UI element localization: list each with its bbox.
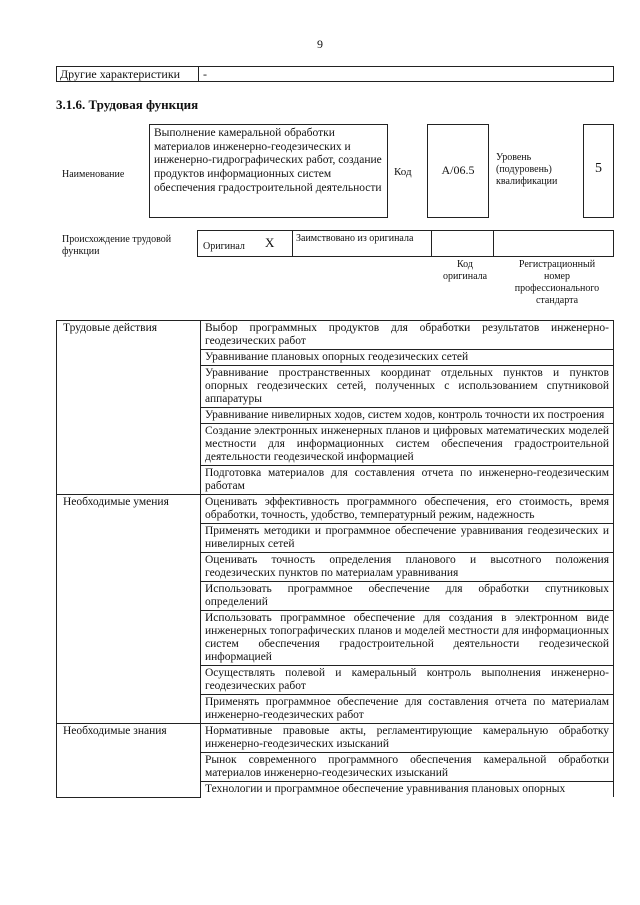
table-cell: Применять методики и программное обеспечение уравнивания геодезических и нивелирных сетей [201,524,614,553]
table-cell: Подготовка материалов для составления отчета по инженерно-геодезическим работам [201,466,614,495]
page-number: 9 [317,37,323,51]
other-characteristics-value: - [203,67,207,81]
origin-label: Происхождение трудовой функции [62,234,172,257]
table-cell: Нормативные правовые акты, регламентирующие камеральную обработку инженерно-геодезических изысканий [201,724,614,753]
function-name-value: Выполнение камеральной обработки материалов инженерно-геодезических и инженерно-гидрографических работ, создание продуктов информационных систем обеспечения градостроительной деятельности [154,127,382,194]
table-row [57,321,614,350]
table-cell: Уравнивание нивелирных ходов, систем ходов, контроль точности их построения [201,408,614,424]
origin-divider-1 [292,230,293,257]
name-label: Наименование [62,169,125,180]
code-label: Код [394,166,412,178]
table-cell: Рынок современного программного обеспечения камеральной обработки материалов инженерно-геодезических изысканий [201,753,614,782]
table-cell: Технологии и программное обеспечение уравнивания плановых опорных [201,782,614,798]
origin-divider-2 [431,230,432,257]
other-characteristics-divider [198,66,199,82]
borrowed-label: Заимствовано из оригинала [296,233,414,244]
table-cell: Оценивать эффективность программного обеспечения, его стоимость, время обработки, точность, удобство, температурный режим, надежность [201,495,614,524]
table-cell: Оценивать точность определения планового и высотного положения геодезических пунктов по материалам уравнивания [201,553,614,582]
table-row [57,495,614,524]
category-cell: Необходимые знания [57,724,201,798]
table-cell: Использовать программное обеспечение для создания в электронном виде инженерных топографических планов и моделей местности для информационных систем обеспечения градостроительной деятельности геодезической информацией [201,611,614,666]
other-characteristics-label: Другие характеристики [60,67,181,81]
code-value: А/06.5 [441,163,475,177]
code-original-caption: Код оригинала [442,259,488,282]
table-cell: Создание электронных инженерных планов и цифровых математических моделей местности для информационных систем обеспечения градостроительной деятельности геодезической информацией [201,424,614,466]
category-cell: Необходимые умения [57,495,201,724]
table-cell: Уравнивание пространственных координат отдельных пунктов и пунктов опорных геодезических сетей, полученных с использованием спутниковой аппаратуры [201,366,614,408]
original-mark: Х [265,235,275,250]
table-cell: Осуществлять полевой и камеральный контроль выполнения инженерно-геодезических работ [201,666,614,695]
registration-number-caption: Регистрационный номер профессионального стандарта [514,259,600,306]
table-cell: Применять программное обеспечение для составления отчета по материалам инженерно-геодезических работ [201,695,614,724]
section-title: 3.1.6. Трудовая функция [56,97,199,112]
table-row [57,724,614,753]
origin-divider-3 [493,230,494,257]
table-cell: Выбор программных продуктов для обработки результатов инженерно-геодезических работ [201,321,614,350]
level-value: 5 [595,161,602,176]
work-function-table [56,320,614,798]
original-label: Оригинал [203,241,245,252]
category-cell: Трудовые действия [57,321,201,495]
table-cell: Использовать программное обеспечение для обработки спутниковых определений [201,582,614,611]
table-cell: Уравнивание плановых опорных геодезических сетей [201,350,614,366]
level-label: Уровень (подуровень) квалификации [496,152,558,187]
